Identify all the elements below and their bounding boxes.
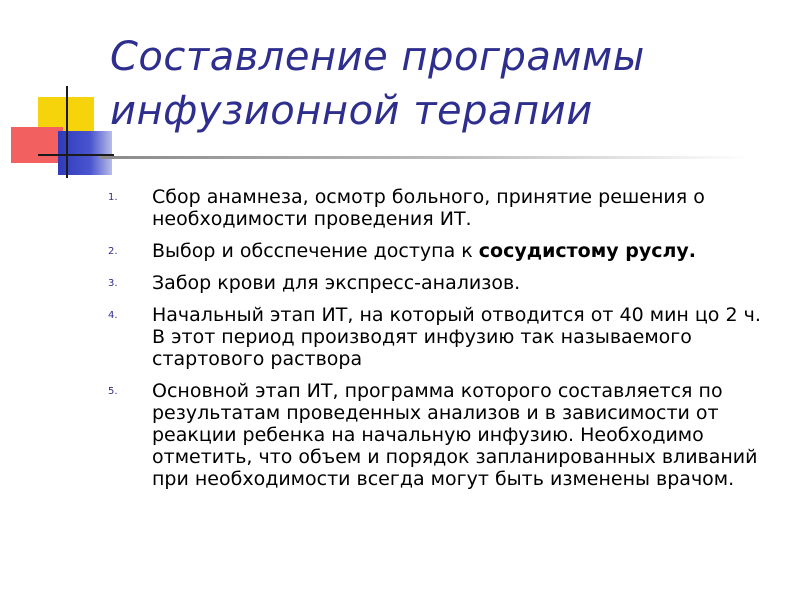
list-item [108, 186, 768, 230]
list-text: Сбор анамнеза, осмотр больного, принятие решения о необходимости проведения ИТ. [152, 186, 705, 230]
list-text: Выбор и обсспечение доступа к [152, 240, 479, 262]
list-number: 5. [108, 386, 118, 397]
title-line-1: Составление программы [110, 34, 645, 80]
slide-title [110, 30, 770, 138]
decorative-squares [0, 0, 120, 190]
list-item [108, 304, 768, 370]
list-number: 4. [108, 310, 118, 321]
steps-list [108, 186, 768, 500]
vertical-line [66, 86, 68, 178]
list-item [108, 272, 768, 294]
list-number: 1. [108, 192, 118, 203]
list-number: 3. [108, 278, 118, 289]
title-divider [100, 156, 750, 159]
list-text: Основной этап ИТ, программа которого составляется по результатам проведенных анализов и в зависимости от реакции ребенка на начальную инфузию. Необходимо отметить, что объем и порядок запланированных вливаний при необходимости всегда могут быть изменены врачом. [152, 380, 758, 490]
list-item [108, 240, 768, 262]
red-square [11, 127, 63, 163]
list-item [108, 380, 768, 490]
list-text: Забор крови для экспресс-анализов. [152, 272, 521, 294]
list-text-bold: сосудистому руслу. [478, 240, 697, 262]
list-text-wrapper [152, 240, 696, 262]
list-number: 2. [108, 246, 118, 257]
title-line-2: инфузионной терапии [110, 88, 593, 134]
list-text: Начальный этап ИТ, на который отводится от 40 мин цо 2 ч. В этот период производят инфузию так называемого стартового раствора [152, 304, 761, 370]
